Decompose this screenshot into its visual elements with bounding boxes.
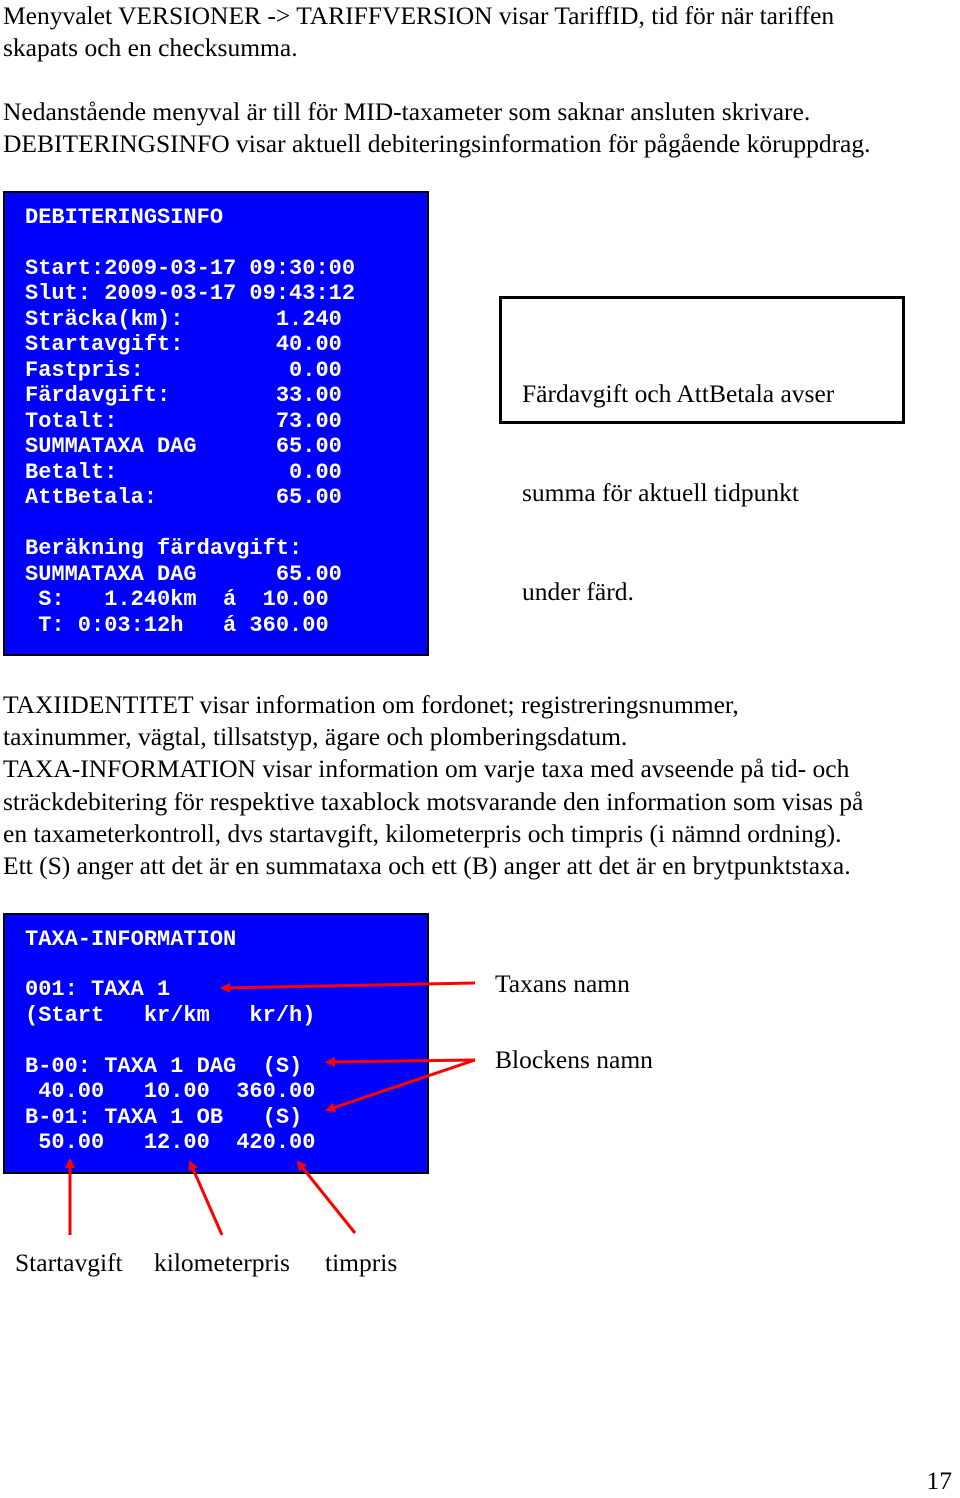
screen-line: (Start kr/km kr/h) [25, 1003, 316, 1028]
screen-line: 001: TAXA 1 [25, 977, 171, 1002]
screen-line: SUMMATAXA DAG 65.00 [25, 562, 342, 587]
middle-line: taxinummer, vägtal, tillsatstyp, ägare och plomberingsdatum. [3, 722, 628, 751]
screen-line: Start:2009-03-17 09:30:00 [25, 256, 356, 281]
screen-line: Färdavgift: 33.00 [25, 383, 342, 408]
screen-line: Startavgift: 40.00 [25, 332, 342, 357]
blockens-namn-label: Blockens namn [495, 1045, 653, 1074]
screen-line: Totalt: 73.00 [25, 409, 342, 434]
kilometerpris-label: kilometerpris [154, 1248, 290, 1277]
screen-line: Betalt: 0.00 [25, 460, 342, 485]
note-line: summa för aktuell tidpunkt [522, 478, 799, 507]
screen-line: Beräkning färdavgift: [25, 536, 303, 561]
page-number: 17 [926, 1466, 952, 1495]
screen-line: Fastpris: 0.00 [25, 358, 342, 383]
screen-line: DEBITERINGSINFO [25, 205, 224, 230]
screen-line: AttBetala: 65.00 [25, 485, 342, 510]
intro-line: skapats och en checksumma. [3, 33, 298, 62]
arrow-timpris [298, 1162, 355, 1233]
note-line: under färd. [522, 577, 634, 606]
screen-line: B-00: TAXA 1 DAG (S) [25, 1054, 303, 1079]
taxans-namn-label: Taxans namn [495, 969, 630, 998]
intro-line: Menyvalet VERSIONER -> TARIFFVERSION visar TariffID, tid för när tariffen [3, 1, 835, 30]
screen-line: 50.00 12.00 420.00 [25, 1130, 316, 1155]
middle-line: Ett (S) anger att det är en summataxa och ett (B) anger att det är en brytpunktstaxa. [3, 851, 851, 880]
startavgift-label: Startavgift [15, 1248, 123, 1277]
arrow-kilometerpris [190, 1162, 222, 1235]
timpris-label: timpris [325, 1248, 398, 1277]
intro-line: Nedanstående menyval är till för MID-taxameter som saknar ansluten skrivare. [3, 97, 811, 126]
middle-line: en taxameterkontroll, dvs startavgift, kilometerpris och timpris (i nämnd ordning). [3, 819, 842, 848]
screen-line: Sträcka(km): 1.240 [25, 307, 342, 332]
middle-line: sträckdebitering för respektive taxablock motsvarande den information som visas på [3, 787, 864, 816]
screen-line: SUMMATAXA DAG 65.00 [25, 434, 342, 459]
screen-line: TAXA-INFORMATION [25, 927, 237, 952]
intro-line: DEBITERINGSINFO visar aktuell debiteringsinformation för pågående köruppdrag. [3, 129, 871, 158]
screen-line: Slut: 2009-03-17 09:43:12 [25, 281, 356, 306]
arrow-taxans-namn [222, 983, 475, 988]
screen-line: T: 0:03:12h á 360.00 [25, 613, 329, 638]
screen-line: 40.00 10.00 360.00 [25, 1079, 316, 1104]
arrow-blockens-namn-b00 [327, 1060, 475, 1062]
middle-line: TAXIIDENTITET visar information om fordonet; registreringsnummer, [3, 690, 739, 719]
middle-line: TAXA-INFORMATION visar information om varje taxa med avseende på tid- och [3, 754, 850, 783]
screen-line: S: 1.240km á 10.00 [25, 587, 329, 612]
arrow-blockens-namn-b01 [327, 1060, 475, 1110]
screen-line: B-01: TAXA 1 OB (S) [25, 1105, 303, 1130]
note-line: Färdavgift och AttBetala avser [522, 379, 835, 408]
